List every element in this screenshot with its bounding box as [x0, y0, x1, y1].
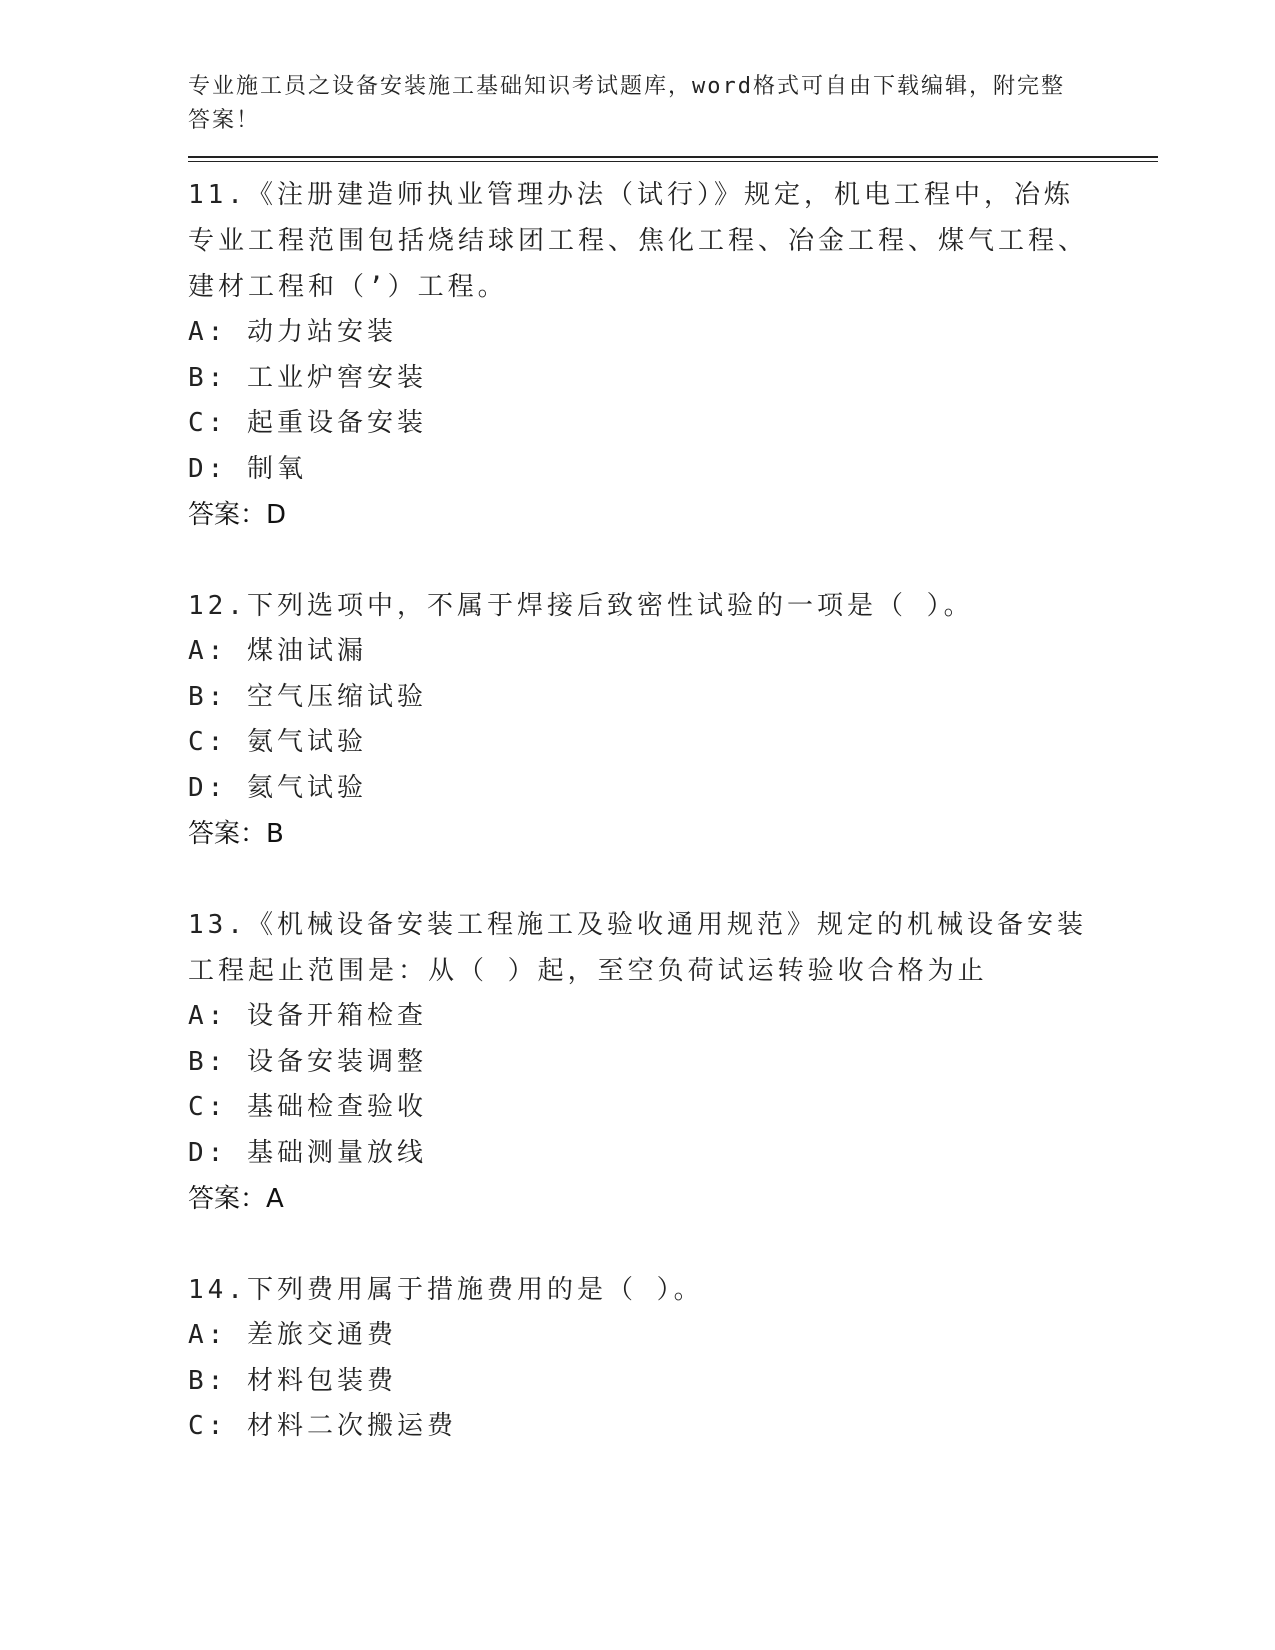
question-list: [188, 172, 1158, 1450]
option-a: A: 动力站安装: [188, 317, 397, 347]
option-c: C: 起重设备安装: [188, 408, 427, 438]
question-text: 11.《注册建造师执业管理办法（试行）》规定，机电工程中，冶炼专业工程范围包括烧结球团工程、焦化工程、冶金工程、煤气工程、建材工程和（’）工程。: [188, 180, 1089, 302]
question-text: 13.《机械设备安装工程施工及验收通用规范》规定的机械设备安装工程起止范围是：从（ ）起，至空负荷试运转验收合格为止: [188, 910, 1087, 986]
option-d: D: 制氧: [188, 453, 307, 484]
option-b: B: 材料包装费: [188, 1365, 397, 1396]
document-header: 专业施工员之设备安装施工基础知识考试题库，word格式可自由下载编辑，附完整答案！: [188, 74, 1065, 133]
option-d: D: 氦气试验: [188, 772, 367, 803]
answer: 答案：D: [188, 500, 287, 530]
option-b: B: 设备安装调整: [188, 1046, 427, 1077]
answer: 答案：B: [188, 819, 284, 849]
question-11: [188, 172, 1158, 538]
option-c: C: 材料二次搬运费: [188, 1411, 457, 1441]
answer: 答案：A: [188, 1184, 284, 1214]
option-b: B: 工业炉窖安装: [188, 362, 427, 393]
header-divider-thick: [188, 156, 1158, 158]
header-divider-thin: [188, 161, 1158, 162]
option-c: C: 氨气试验: [188, 727, 367, 757]
question-13: [188, 902, 1158, 1222]
option-b: B: 空气压缩试验: [188, 681, 427, 712]
question-text: 12.下列选项中，不属于焊接后致密性试验的一项是（ ）。: [188, 591, 974, 621]
question-text: 14.下列费用属于措施费用的是（ ）。: [188, 1275, 704, 1305]
option-d: D: 基础测量放线: [188, 1137, 427, 1168]
option-a: A: 差旅交通费: [188, 1320, 397, 1350]
question-12: [188, 583, 1158, 857]
option-a: A: 煤油试漏: [188, 636, 367, 666]
question-14: [188, 1267, 1158, 1450]
document-page: [188, 70, 1158, 1495]
option-c: C: 基础检查验收: [188, 1092, 427, 1122]
option-a: A: 设备开箱检查: [188, 1001, 427, 1031]
